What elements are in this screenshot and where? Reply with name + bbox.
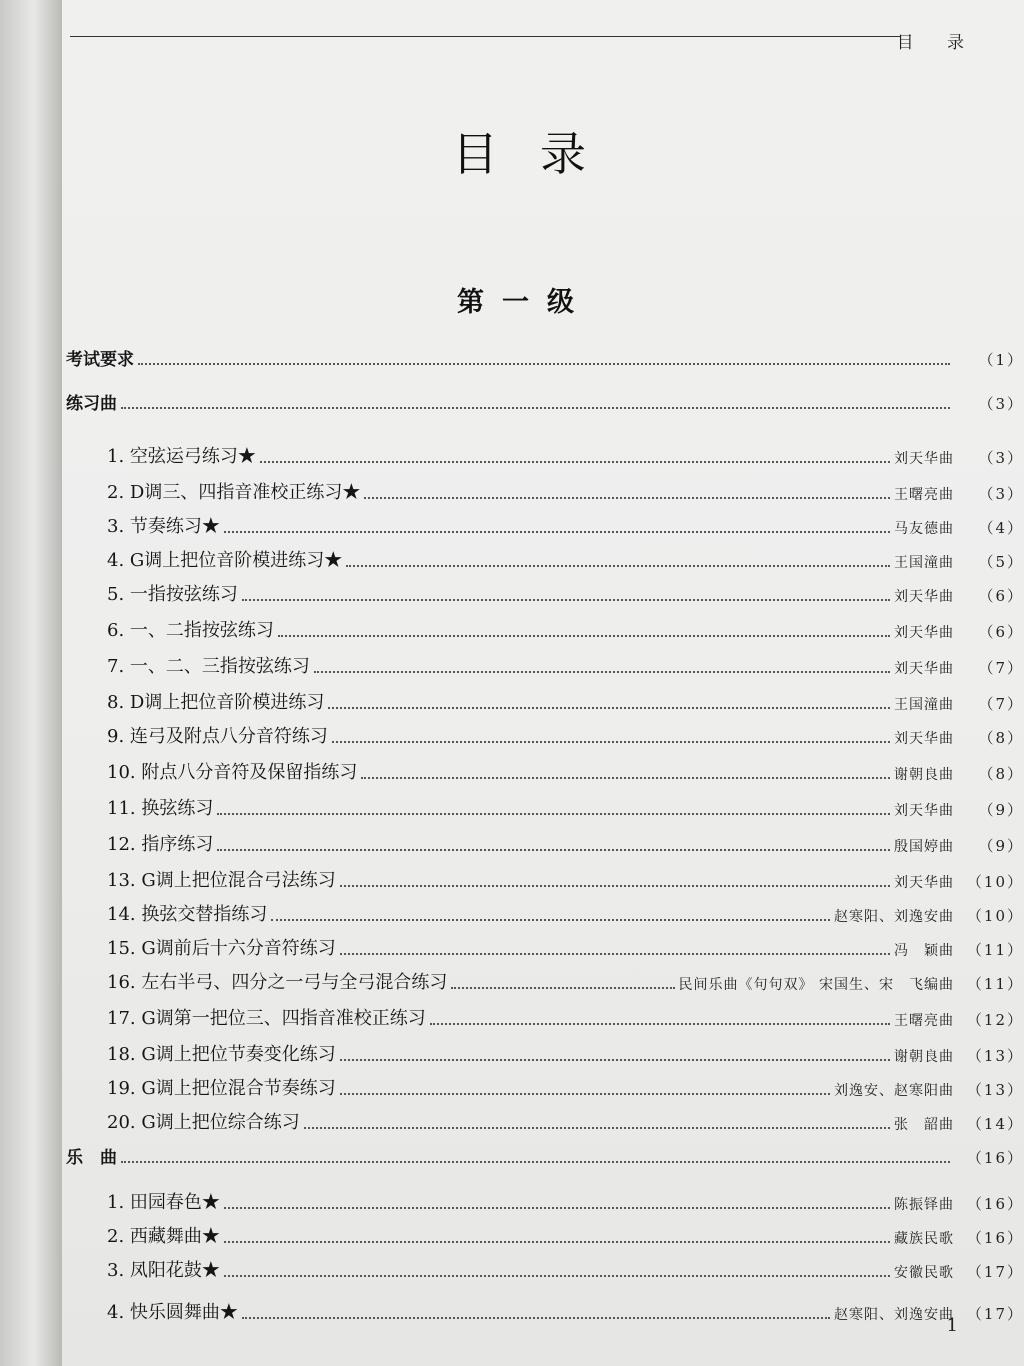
- toc-item-title: 12. 指序练习: [107, 834, 214, 855]
- toc-composer: 马友德曲: [894, 521, 954, 537]
- dot-leader: [340, 953, 890, 955]
- toc-line: [107, 478, 1024, 504]
- toc-composer: 赵寒阳、刘逸安曲: [834, 1307, 954, 1323]
- toc-composer: 王曙亮曲: [894, 1013, 954, 1029]
- toc-entry: [62, 1108, 1024, 1138]
- toc-page-number: （13）: [966, 1081, 1024, 1099]
- toc-page-number: （7）: [978, 695, 1024, 713]
- toc-page-number: （8）: [978, 729, 1024, 747]
- dot-leader: [271, 919, 830, 921]
- toc-page-number: （9）: [978, 837, 1024, 855]
- toc-entry: [62, 442, 1024, 472]
- toc-line: [107, 1188, 1024, 1214]
- toc-line: [107, 688, 1024, 714]
- toc-item-title: 3. 凤阳花鼓★: [107, 1260, 220, 1281]
- toc-composer: 殷国婷曲: [894, 839, 954, 855]
- toc-right-group: [894, 1227, 1024, 1248]
- toc-right-group: [894, 939, 1024, 960]
- toc-line: [107, 1298, 1024, 1324]
- toc-line: [107, 722, 1024, 748]
- dot-leader: [217, 849, 890, 851]
- toc-right-group: [894, 763, 1024, 784]
- toc-composer: 王曙亮曲: [894, 487, 954, 503]
- toc-composer: 刘天华曲: [894, 803, 954, 819]
- toc-right-group: [834, 1303, 1024, 1324]
- toc-line: [107, 794, 1024, 820]
- dot-leader: [340, 1059, 890, 1061]
- dot-leader: [430, 1023, 890, 1025]
- toc-line: [107, 580, 1024, 606]
- toc-right-group: [894, 1009, 1024, 1030]
- dot-leader: [242, 599, 890, 601]
- dot-leader: [340, 1093, 830, 1095]
- toc-page-number: （9）: [978, 801, 1024, 819]
- page-title: 目录: [452, 127, 628, 181]
- toc-line: [107, 1108, 1024, 1134]
- toc-entry: [62, 1040, 1024, 1070]
- toc-line: [107, 1222, 1024, 1248]
- dot-leader: [364, 497, 890, 499]
- dot-leader: [224, 1275, 890, 1277]
- toc-composer: 民间乐曲《句句双》 宋国生、宋 飞编曲: [678, 977, 954, 993]
- toc-right-group: [954, 1147, 1024, 1168]
- toc-line: [107, 900, 1024, 926]
- toc-entry: [62, 546, 1024, 576]
- toc-page-number: （10）: [966, 873, 1024, 891]
- toc-right-group: [894, 693, 1024, 714]
- page-number: 1: [946, 1315, 958, 1336]
- toc-right-group: [894, 585, 1024, 606]
- toc-line: [107, 830, 1024, 856]
- toc-page-number: （16）: [966, 1149, 1024, 1167]
- toc-page-number: （3）: [978, 449, 1024, 467]
- toc-entry: [62, 794, 1024, 824]
- toc-item-title: 7. 一、二、三指按弦练习: [107, 656, 310, 677]
- toc-entry: [62, 722, 1024, 752]
- toc-composer: 冯 颖曲: [894, 943, 954, 959]
- toc-right-group: [894, 871, 1024, 892]
- table-of-contents: [62, 0, 1024, 1366]
- toc-item-title: 20. G调上把位综合练习: [107, 1112, 300, 1133]
- book-page: [62, 0, 1024, 1366]
- toc-item-title: 2. 西藏舞曲★: [107, 1226, 220, 1247]
- toc-composer: 赵寒阳、刘逸安曲: [834, 909, 954, 925]
- toc-page-number: （14）: [966, 1115, 1024, 1133]
- toc-line: [66, 1142, 1024, 1168]
- toc-entry: [62, 388, 1024, 418]
- dot-leader: [361, 777, 890, 779]
- toc-item-title: 13. G调上把位混合弓法练习: [107, 870, 336, 891]
- toc-right-group: [894, 1261, 1024, 1282]
- toc-item-title: 2. D调三、四指音准校正练习★: [107, 482, 361, 503]
- toc-line: [107, 512, 1024, 538]
- toc-entry: [62, 688, 1024, 718]
- dot-leader: [314, 671, 890, 673]
- toc-item-title: 19. G调上把位混合节奏练习: [107, 1078, 336, 1099]
- dot-leader: [121, 407, 950, 409]
- toc-line: [66, 388, 1024, 414]
- toc-entry: [62, 866, 1024, 896]
- dot-leader: [217, 813, 890, 815]
- toc-item-title: 10. 附点八分音符及保留指练习: [107, 762, 358, 783]
- toc-page-number: （16）: [966, 1195, 1024, 1213]
- toc-composer: 陈振铎曲: [894, 1197, 954, 1213]
- toc-right-group: [834, 905, 1024, 926]
- toc-item-title: 1. 空弦运弓练习★: [107, 446, 256, 467]
- toc-item-title: 9. 连弓及附点八分音符练习: [107, 726, 328, 747]
- book-binding: [0, 0, 62, 1366]
- toc-page-number: （3）: [978, 485, 1024, 503]
- toc-line: [107, 934, 1024, 960]
- toc-section-title: 练习曲: [66, 394, 117, 414]
- toc-page-number: （5）: [978, 553, 1024, 571]
- toc-line: [107, 546, 1024, 572]
- toc-composer: 刘天华曲: [894, 731, 954, 747]
- dot-leader: [304, 1127, 890, 1129]
- toc-entry: [62, 1188, 1024, 1218]
- toc-entry: [62, 968, 1024, 998]
- level-title: 第一级: [457, 287, 592, 318]
- toc-page-number: （12）: [966, 1011, 1024, 1029]
- toc-right-group: [894, 1193, 1024, 1214]
- dot-leader: [224, 531, 890, 533]
- toc-composer: 张 韶曲: [894, 1117, 954, 1133]
- toc-entry: [62, 1222, 1024, 1252]
- toc-item-title: 8. D调上把位音阶模进练习: [107, 692, 325, 713]
- toc-page-number: （8）: [978, 765, 1024, 783]
- toc-right-group: [894, 483, 1024, 504]
- toc-line: [107, 1256, 1024, 1282]
- toc-composer: 王国潼曲: [894, 555, 954, 571]
- dot-leader: [224, 1241, 890, 1243]
- toc-right-group: [954, 393, 1024, 414]
- toc-composer: 刘天华曲: [894, 625, 954, 641]
- toc-page-number: （3）: [978, 395, 1024, 413]
- toc-item-title: 3. 节奏练习★: [107, 516, 220, 537]
- toc-right-group: [954, 349, 1024, 370]
- toc-item-title: 1. 田园春色★: [107, 1192, 220, 1213]
- toc-right-group: [894, 727, 1024, 748]
- toc-right-group: [894, 835, 1024, 856]
- dot-leader: [224, 1207, 890, 1209]
- toc-page-number: （11）: [966, 975, 1024, 993]
- toc-page-number: （16）: [966, 1229, 1024, 1247]
- toc-composer: 王国潼曲: [894, 697, 954, 713]
- toc-item-title: 6. 一、二指按弦练习: [107, 620, 274, 641]
- toc-composer: 刘天华曲: [894, 661, 954, 677]
- dot-leader: [121, 1161, 950, 1163]
- toc-item-title: 16. 左右半弓、四分之一弓与全弓混合练习: [107, 972, 448, 993]
- toc-right-group: [894, 1045, 1024, 1066]
- toc-composer: 谢朝良曲: [894, 767, 954, 783]
- toc-page-number: （1）: [978, 351, 1024, 369]
- toc-line: [107, 1040, 1024, 1066]
- toc-item-title: 17. G调第一把位三、四指音准校正练习: [107, 1008, 426, 1029]
- toc-composer: 谢朝良曲: [894, 1049, 954, 1065]
- toc-line: [107, 1004, 1024, 1030]
- toc-item-title: 4. G调上把位音阶模进练习★: [107, 550, 343, 571]
- toc-right-group: [894, 1113, 1024, 1134]
- toc-composer: 刘天华曲: [894, 875, 954, 891]
- toc-right-group: [894, 799, 1024, 820]
- dot-leader: [346, 565, 890, 567]
- toc-line: [107, 652, 1024, 678]
- toc-entry: [62, 900, 1024, 930]
- toc-right-group: [894, 517, 1024, 538]
- toc-composer: 刘逸安、赵寒阳曲: [834, 1083, 954, 1099]
- dot-leader: [328, 707, 890, 709]
- toc-right-group: [894, 447, 1024, 468]
- toc-section-title: 乐 曲: [66, 1148, 117, 1168]
- dot-leader: [242, 1317, 830, 1319]
- toc-composer: 藏族民歌: [894, 1231, 954, 1247]
- toc-item-title: 18. G调上把位节奏变化练习: [107, 1044, 336, 1065]
- toc-right-group: [894, 551, 1024, 572]
- toc-page-number: （6）: [978, 623, 1024, 641]
- toc-item-title: 5. 一指按弦练习: [107, 584, 238, 605]
- toc-entry: [62, 478, 1024, 508]
- dot-leader: [340, 885, 890, 887]
- toc-line: [107, 616, 1024, 642]
- toc-line: [107, 866, 1024, 892]
- toc-page-number: （11）: [966, 941, 1024, 959]
- toc-line: [107, 1074, 1024, 1100]
- dot-leader: [260, 461, 890, 463]
- toc-line: [107, 968, 1024, 994]
- toc-page-number: （17）: [966, 1305, 1024, 1323]
- toc-entry: [62, 512, 1024, 542]
- toc-entry: [62, 1142, 1024, 1172]
- dot-leader: [278, 635, 890, 637]
- toc-entry: [62, 652, 1024, 682]
- toc-entry: [62, 1004, 1024, 1034]
- toc-page-number: （6）: [978, 587, 1024, 605]
- toc-right-group: [834, 1079, 1024, 1100]
- running-head: 目 录: [896, 33, 978, 53]
- toc-page-number: （13）: [966, 1047, 1024, 1065]
- toc-entry: [62, 934, 1024, 964]
- toc-line: [66, 344, 1024, 370]
- toc-entry: [62, 344, 1024, 374]
- toc-entry: [62, 616, 1024, 646]
- toc-item-title: 4. 快乐圆舞曲★: [107, 1302, 238, 1323]
- toc-line: [107, 758, 1024, 784]
- toc-right-group: [894, 657, 1024, 678]
- toc-page-number: （17）: [966, 1263, 1024, 1281]
- toc-item-title: 15. G调前后十六分音符练习: [107, 938, 336, 959]
- toc-composer: 刘天华曲: [894, 589, 954, 605]
- toc-entry: [62, 1256, 1024, 1286]
- toc-entry: [62, 1074, 1024, 1104]
- dot-leader: [332, 741, 890, 743]
- toc-entry: [62, 830, 1024, 860]
- toc-page-number: （10）: [966, 907, 1024, 925]
- toc-right-group: [679, 973, 1024, 994]
- toc-item-title: 11. 换弦练习: [107, 798, 214, 819]
- toc-page-number: （4）: [978, 519, 1024, 537]
- dot-leader: [451, 987, 674, 989]
- toc-item-title: 14. 换弦交替指练习: [107, 904, 268, 925]
- dot-leader: [138, 363, 950, 365]
- toc-right-group: [894, 621, 1024, 642]
- toc-section-title: 考试要求: [66, 350, 134, 370]
- toc-page-number: （7）: [978, 659, 1024, 677]
- toc-line: [107, 442, 1024, 468]
- toc-composer: 刘天华曲: [894, 451, 954, 467]
- toc-entry: [62, 1298, 1024, 1328]
- toc-entry: [62, 580, 1024, 610]
- toc-entry: [62, 758, 1024, 788]
- toc-composer: 安徽民歌: [894, 1265, 954, 1281]
